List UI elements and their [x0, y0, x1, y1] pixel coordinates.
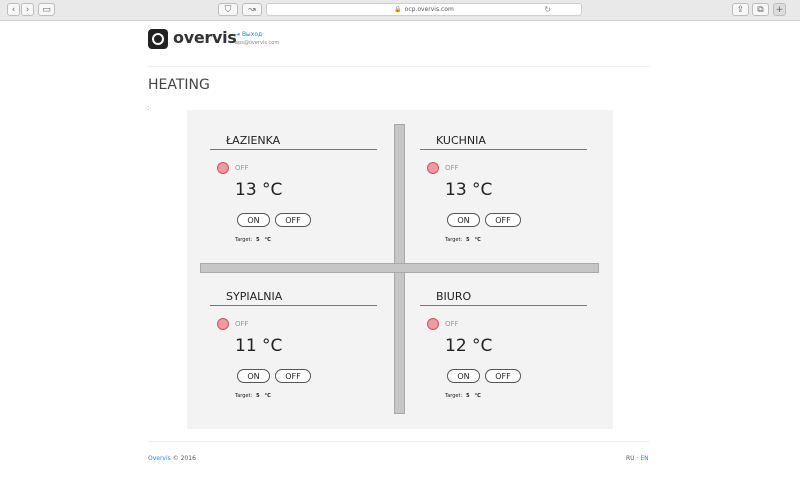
- lock-icon: 🔒: [394, 6, 402, 13]
- room-name: SYPIALNIA: [226, 290, 283, 303]
- off-button[interactable]: OFF: [275, 369, 311, 383]
- logout-link[interactable]: [235, 31, 262, 38]
- share-extension-icon[interactable]: ↝: [242, 3, 262, 16]
- room-temperature: 13 °C: [235, 180, 283, 200]
- room-card: [200, 266, 370, 399]
- room-temperature: 12 °C: [445, 336, 493, 356]
- new-tab-icon[interactable]: +: [773, 3, 786, 16]
- room-divider: [420, 149, 587, 150]
- footer-divider: [148, 441, 650, 442]
- on-button[interactable]: ON: [237, 369, 270, 383]
- target-value[interactable]: 5: [256, 237, 260, 243]
- room-status: OFF: [445, 320, 459, 328]
- language-switcher: [626, 455, 649, 462]
- lang-en-link[interactable]: EN: [640, 455, 649, 462]
- target-unit: °C: [474, 237, 481, 243]
- address-bar[interactable]: [266, 3, 582, 16]
- user-email: aps@overvis.com: [235, 40, 280, 46]
- room-name: KUCHNIA: [436, 134, 486, 147]
- share-icon[interactable]: ⇪: [732, 3, 749, 16]
- back-button[interactable]: ‹: [7, 3, 20, 16]
- off-button[interactable]: OFF: [485, 213, 521, 227]
- reload-icon[interactable]: ↻: [544, 5, 551, 14]
- target-unit: °C: [474, 393, 481, 399]
- target-unit: °C: [264, 393, 271, 399]
- header-divider: [148, 66, 650, 67]
- target-value[interactable]: 5: [466, 393, 470, 399]
- room-status: OFF: [235, 164, 249, 172]
- status-indicator-icon: [427, 318, 439, 330]
- status-indicator-icon: [427, 162, 439, 174]
- off-button[interactable]: OFF: [275, 213, 311, 227]
- room-card: [410, 266, 580, 399]
- footer-copyright: [148, 455, 196, 462]
- target-row: [445, 393, 481, 399]
- room-temperature: 13 °C: [445, 180, 493, 200]
- target-value[interactable]: 5: [466, 237, 470, 243]
- logout-label: Выход: [241, 31, 263, 38]
- off-button[interactable]: OFF: [485, 369, 521, 383]
- target-row: [235, 393, 271, 399]
- on-button[interactable]: ON: [447, 213, 480, 227]
- room-card: [410, 110, 580, 243]
- room-name: BIURO: [436, 290, 472, 303]
- status-indicator-icon: [217, 162, 229, 174]
- target-row: [235, 237, 271, 243]
- room-name: ŁAZIENKA: [226, 134, 281, 147]
- on-button[interactable]: ON: [237, 213, 270, 227]
- room-status: OFF: [445, 164, 459, 172]
- tabs-icon[interactable]: ⧉: [752, 3, 769, 16]
- target-label: Target:: [445, 237, 463, 243]
- browser-toolbar: [0, 0, 800, 21]
- room-divider: [420, 305, 587, 306]
- target-label: Target:: [235, 237, 253, 243]
- on-button[interactable]: ON: [447, 369, 480, 383]
- address-url: ocp.overvis.com: [404, 6, 454, 13]
- room-status: OFF: [235, 320, 249, 328]
- target-label: Target:: [445, 393, 463, 399]
- logo-text[interactable]: overvis: [173, 28, 237, 47]
- logo-icon[interactable]: [148, 29, 168, 49]
- page-title: HEATING: [148, 77, 210, 93]
- target-unit: °C: [264, 237, 271, 243]
- lang-separator: ·: [636, 455, 639, 462]
- target-value[interactable]: 5: [256, 393, 260, 399]
- room-divider: [210, 149, 377, 150]
- lang-ru-link[interactable]: RU: [626, 455, 635, 462]
- forward-button[interactable]: ›: [21, 3, 34, 16]
- loading-spinner-icon: ⁘: [145, 104, 152, 113]
- room-divider: [210, 305, 377, 306]
- room-card: [200, 110, 370, 243]
- room-temperature: 11 °C: [235, 336, 283, 356]
- shield-icon[interactable]: ⛉: [218, 3, 238, 16]
- logout-icon: ⇥: [235, 31, 242, 38]
- status-indicator-icon: [217, 318, 229, 330]
- target-row: [445, 237, 481, 243]
- footer-brand-link[interactable]: Overvis: [148, 455, 171, 462]
- footer-copyright-text: © 2016: [172, 455, 196, 462]
- target-label: Target:: [235, 393, 253, 399]
- sidebar-icon[interactable]: ▭: [38, 3, 55, 16]
